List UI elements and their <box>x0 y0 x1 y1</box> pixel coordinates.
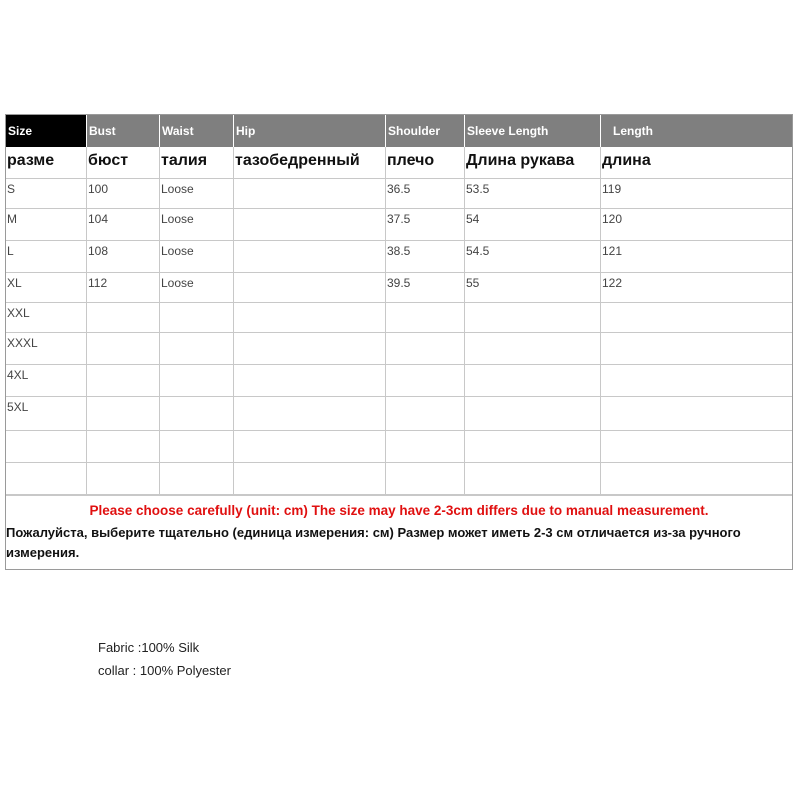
table-cell: 122 <box>601 273 792 303</box>
table-cell: XXXL <box>6 333 87 365</box>
table-cell: 54.5 <box>465 241 601 273</box>
table-cell <box>160 397 234 431</box>
table-row <box>6 397 792 431</box>
table-cell: 4XL <box>6 365 87 397</box>
table-cell <box>234 303 386 333</box>
table-row <box>6 303 792 333</box>
table-cell: 53.5 <box>465 179 601 209</box>
header-row <box>6 115 792 147</box>
table-cell <box>234 209 386 241</box>
column-header: Waist <box>160 115 234 147</box>
column-header-ru: длина <box>601 147 792 179</box>
table-cell <box>6 431 87 463</box>
table-cell <box>465 303 601 333</box>
table-cell: 55 <box>465 273 601 303</box>
table-cell <box>160 303 234 333</box>
header-row-ru <box>6 147 792 179</box>
column-header-ru: талия <box>160 147 234 179</box>
table-cell <box>234 397 386 431</box>
column-header-ru: плечо <box>386 147 465 179</box>
table-cell: S <box>6 179 87 209</box>
table-cell <box>160 333 234 365</box>
table-cell <box>601 463 792 495</box>
column-header-ru: тазобедренный <box>234 147 386 179</box>
table-cell <box>386 303 465 333</box>
table-cell <box>601 303 792 333</box>
table-row <box>6 241 792 273</box>
table-cell: XL <box>6 273 87 303</box>
table-cell: XXL <box>6 303 87 333</box>
column-header: Size <box>6 115 87 147</box>
column-header: Hip <box>234 115 386 147</box>
column-header: Sleeve Length <box>465 115 601 147</box>
table-cell: Loose <box>160 179 234 209</box>
table-cell <box>465 463 601 495</box>
table-row <box>6 431 792 463</box>
table-cell <box>601 365 792 397</box>
table-row <box>6 209 792 241</box>
column-header: Bust <box>87 115 160 147</box>
column-header-ru: Длина рукава <box>465 147 601 179</box>
table-cell: 120 <box>601 209 792 241</box>
table-cell: 100 <box>87 179 160 209</box>
table-cell <box>601 397 792 431</box>
table-cell <box>87 397 160 431</box>
collar-info: collar : 100% Polyester <box>98 663 231 678</box>
note-russian: Пожалуйста, выберите тщательно (единица измерения: см) Размер может иметь 2-3 см отличается из-за ручного измерения. <box>6 525 741 560</box>
table-cell <box>465 333 601 365</box>
table-row <box>6 365 792 397</box>
column-header-ru: разме <box>6 147 87 179</box>
table-cell: M <box>6 209 87 241</box>
table-cell: 104 <box>87 209 160 241</box>
table-cell <box>87 303 160 333</box>
table-cell: 38.5 <box>386 241 465 273</box>
table-cell: 39.5 <box>386 273 465 303</box>
table-cell <box>234 333 386 365</box>
column-header: Shoulder <box>386 115 465 147</box>
table-cell <box>160 431 234 463</box>
table-cell <box>234 463 386 495</box>
table-cell <box>87 333 160 365</box>
table-cell: 108 <box>87 241 160 273</box>
table-cell: Loose <box>160 241 234 273</box>
size-note <box>6 495 792 572</box>
table-cell: 112 <box>87 273 160 303</box>
table-cell: L <box>6 241 87 273</box>
table-cell <box>160 463 234 495</box>
column-header-ru: бюст <box>87 147 160 179</box>
table-cell <box>234 365 386 397</box>
table-cell: 54 <box>465 209 601 241</box>
table-cell <box>87 365 160 397</box>
table-cell: Loose <box>160 273 234 303</box>
fabric-info: Fabric :100% Silk <box>98 640 200 655</box>
table-row <box>6 463 792 495</box>
table-cell <box>465 431 601 463</box>
table-cell <box>234 179 386 209</box>
table-row <box>6 333 792 365</box>
size-chart-table <box>5 114 793 570</box>
table-cell: 121 <box>601 241 792 273</box>
table-cell <box>6 463 87 495</box>
table-cell <box>386 463 465 495</box>
table-cell <box>386 431 465 463</box>
table-cell <box>601 431 792 463</box>
table-cell <box>234 273 386 303</box>
table-cell <box>386 397 465 431</box>
table-cell: 119 <box>601 179 792 209</box>
table-cell <box>386 365 465 397</box>
table-cell <box>87 463 160 495</box>
table-cell <box>386 333 465 365</box>
table-cell <box>465 365 601 397</box>
table-row <box>6 273 792 303</box>
note-english: Please choose carefully (unit: cm) The size may have 2-3cm differs due to manual measurement. <box>89 503 709 518</box>
table-cell: Loose <box>160 209 234 241</box>
table-cell <box>465 397 601 431</box>
table-cell: 37.5 <box>386 209 465 241</box>
table-cell <box>160 365 234 397</box>
table-cell: 36.5 <box>386 179 465 209</box>
table-cell <box>601 333 792 365</box>
table-cell <box>234 241 386 273</box>
table-cell <box>87 431 160 463</box>
table-row <box>6 179 792 209</box>
table-cell: 5XL <box>6 397 87 431</box>
column-header: Length <box>601 115 792 147</box>
table-cell <box>234 431 386 463</box>
